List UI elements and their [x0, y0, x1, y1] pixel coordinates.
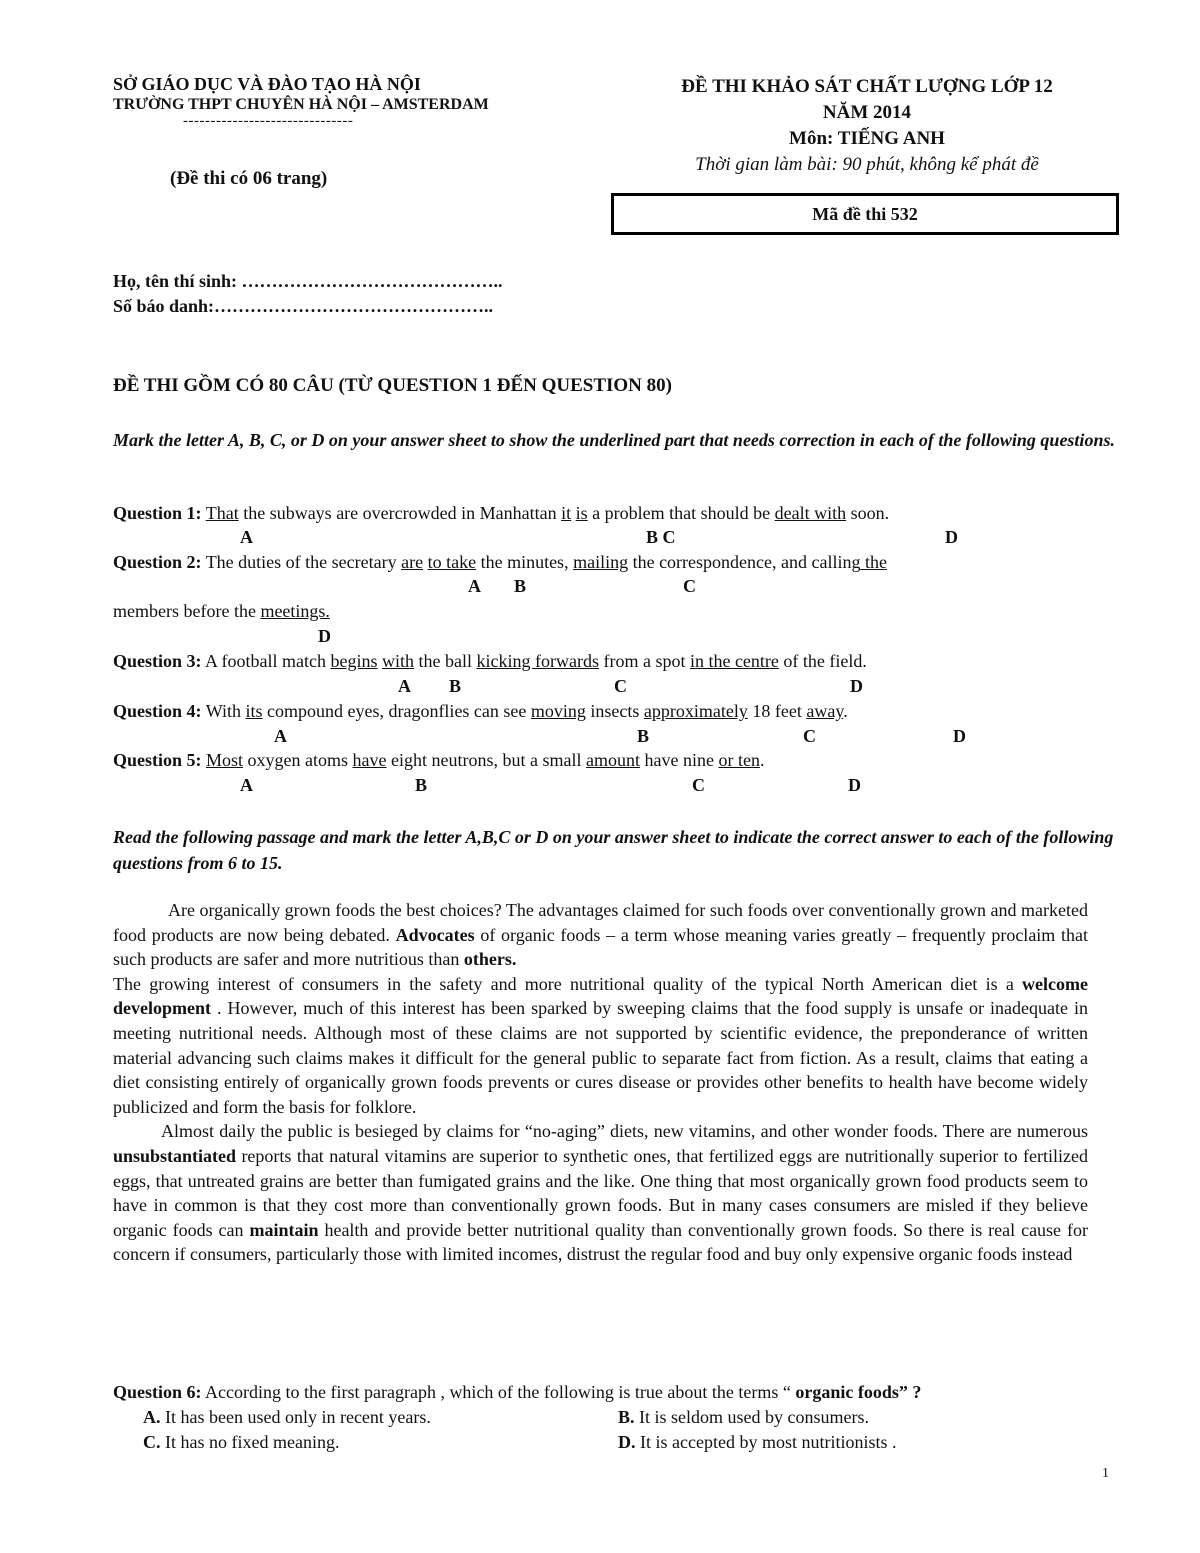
question-2-continued	[113, 601, 330, 622]
question-text: of the field.	[778, 651, 867, 671]
passage-paragraph-3	[113, 1119, 1088, 1267]
q3-letter-d: D	[850, 676, 863, 696]
q1-letter-d: D	[945, 527, 958, 547]
q2-letter-a: A	[468, 576, 481, 596]
instruction-error-identification: Mark the letter A, B, C, or D on your answer sheet to show the underlined part that needs correction in each of the following questions.	[113, 430, 1115, 450]
option-text: It has been used only in recent years.	[160, 1407, 431, 1427]
q1-letter-bc: B C	[646, 527, 676, 547]
q2-option-a: are	[401, 552, 424, 572]
q4-letter-a: A	[274, 726, 287, 746]
q4-option-d: away	[806, 701, 844, 721]
question-6	[113, 1382, 921, 1403]
passage-text: Almost daily the public is besieged by claims for “no-aging” diets, new vitamins, and other wonder foods. There are numerous	[161, 1121, 1088, 1142]
question-label: Question 2:	[113, 552, 202, 572]
question-text: .	[843, 701, 848, 721]
school-name: TRƯỜNG THPT CHUYÊN HÀ NỘI – AMSTERDAM	[113, 96, 489, 113]
passage-text: Are organically grown foods the best choices? The advantages claimed for such foods over conventionally grown and marketed food products are now being debated.	[113, 900, 1088, 945]
q3-letter-a: A	[398, 676, 411, 696]
reading-passage	[113, 898, 1088, 1267]
question-label: Question 1:	[113, 503, 202, 523]
q2-letter-b: B	[514, 576, 527, 596]
question-text: eight neutrons, but a small	[386, 750, 586, 770]
department-name: SỞ GIÁO DỤC VÀ ĐÀO TẠO HÀ NỘI	[113, 74, 421, 94]
exam-time: Thời gian làm bài: 90 phút, không kể phát đề	[695, 154, 1039, 175]
question-text: from a spot	[598, 651, 690, 671]
question-text: ” ?	[898, 1382, 922, 1402]
q4-option-c: approximately	[643, 701, 748, 721]
question-text: .	[759, 750, 765, 770]
q4-letter-b: B	[637, 726, 650, 746]
q3-option-b: with	[382, 651, 415, 671]
option-text: It is seldom used by consumers.	[634, 1407, 869, 1427]
highlighted-word-unsubstantiated: unsubstantiated	[113, 1145, 237, 1166]
q4-letter-c: C	[803, 726, 816, 746]
q5-option-c: amount	[585, 750, 640, 770]
question-text: the ball	[414, 651, 477, 671]
highlighted-word-maintain: maintain	[249, 1219, 319, 1240]
question-term: organic foods	[795, 1382, 899, 1402]
q1-option-c: is	[575, 503, 588, 523]
q6-option-b[interactable]	[618, 1407, 869, 1428]
page-number: 1	[1102, 1466, 1109, 1481]
candidate-name-label: Họ, tên thí sinh: ……………………………………..	[113, 271, 503, 291]
passage-text: . However, much of this interest has been sparked by sweeping claims that the food supply is unsafe or inadequate in meeting nutritional needs. Although most of these claims are not supported by scientific evidence, the preponderance of written material advancing such claims makes it difficult for the general public to separate fact from fiction. As a result, claims that eating a diet consisting entirely of organically grown foods prevents or cures disease or provides other benefits to health have become widely publicized and form the basis for folklore.	[113, 998, 1088, 1117]
passage-paragraph-2	[113, 972, 1088, 1120]
passage-paragraph-1	[113, 898, 1088, 972]
question-text: compound eyes, dragonflies can see	[262, 701, 531, 721]
q4-option-b: moving	[530, 701, 586, 721]
question-text: the subways are overcrowded in Manhattan	[238, 503, 562, 523]
q3-letter-b: B	[449, 676, 462, 696]
highlighted-word-others: others.	[463, 949, 517, 970]
question-text: oxygen atoms	[243, 750, 353, 770]
question-4	[113, 701, 848, 722]
question-text: the minutes,	[476, 552, 574, 572]
pages-note: (Đề thi có 06 trang)	[170, 168, 328, 189]
question-text: The duties of the secretary	[201, 552, 402, 572]
instruction-reading-passage: Read the following passage and mark the letter A,B,C or D on your answer sheet to indicate the correct answer to each of the following questions from 6 to 15.	[113, 827, 1114, 873]
passage-text: The growing interest of consumers in the safety and more nutritional quality of the typical North American diet is a	[113, 973, 1023, 994]
q2-letter-c: C	[683, 576, 696, 596]
passage-text: health and provide better nutritional quality than conventionally grown foods. So there is real cause for concern if consumers, particularly those with limited incomes, distrust the regular food and buy only expensive organic foods instead	[113, 1219, 1088, 1265]
question-text: the	[860, 552, 887, 572]
section-title: ĐỀ THI GỒM CÓ 80 CÂU (TỪ QUESTION 1 ĐẾN QUESTION 80)	[113, 375, 672, 396]
question-text: insects	[585, 701, 644, 721]
question-text: a problem that should be	[587, 503, 775, 523]
q3-option-c: kicking forwards	[476, 651, 599, 671]
q5-option-a: Most	[206, 750, 244, 770]
question-1	[113, 503, 889, 524]
highlighted-phrase-welcome-development: welcome development	[113, 973, 1088, 1019]
question-3	[113, 651, 867, 672]
q5-letter-a: A	[240, 775, 253, 795]
exam-code-box	[611, 193, 1119, 235]
q1-letter-a: A	[240, 527, 253, 547]
q6-option-c[interactable]	[143, 1432, 339, 1453]
question-label: Question 4:	[113, 701, 202, 721]
q5-option-b: have	[352, 750, 387, 770]
question-label: Question 5:	[113, 750, 202, 770]
exam-subject: Môn: TIẾNG ANH	[789, 128, 945, 149]
option-letter: D.	[618, 1432, 636, 1452]
question-5	[113, 750, 764, 771]
option-letter: B.	[618, 1407, 635, 1427]
question-text: With	[201, 701, 246, 721]
highlighted-word-advocates: Advocates	[395, 924, 475, 945]
question-label: Question 6:	[113, 1382, 202, 1402]
header-divider: -------------------------------	[183, 113, 354, 129]
q6-option-d[interactable]	[618, 1432, 896, 1453]
passage-text: of organic foods – a term whose meaning varies greatly – frequently proclaim that such products are safer and more nutritious than	[113, 924, 1089, 970]
q6-option-a[interactable]	[143, 1407, 431, 1428]
question-text: the correspondence, and calling	[628, 552, 861, 572]
question-text: A football match	[201, 651, 331, 671]
q5-letter-d: D	[848, 775, 861, 795]
q4-letter-d: D	[953, 726, 966, 746]
q4-option-a: its	[245, 701, 263, 721]
candidate-id-label: Số báo danh:………………………………………..	[113, 296, 494, 316]
q5-letter-c: C	[692, 775, 705, 795]
question-text: According to the first paragraph , which of the following is true about the terms “	[201, 1382, 796, 1402]
q1-option-b: it	[561, 503, 572, 523]
q5-letter-b: B	[415, 775, 428, 795]
q1-option-d: dealt with	[774, 503, 847, 523]
question-text: members before the	[113, 601, 261, 621]
question-label: Question 3:	[113, 651, 202, 671]
option-text: It has no fixed meaning.	[160, 1432, 340, 1452]
exam-code: Mã đề thi 532	[812, 204, 918, 224]
q1-option-a: That	[205, 503, 239, 523]
option-text: It is accepted by most nutritionists .	[635, 1432, 897, 1452]
q3-option-a: begins	[330, 651, 378, 671]
q2-letter-d: D	[318, 626, 331, 646]
q5-option-d: or ten	[718, 750, 760, 770]
passage-text: reports that natural vitamins are superior to synthetic ones, that fertilized eggs are nutritionally superior to fertilized eggs, that untreated grains are better than fumigated grains and the like. One thing that most organically grown food products seem to have in common is that they cost more than conventionally grown foods. But in many cases consumers are misled if they believe organic foods can	[113, 1145, 1088, 1240]
question-text: soon.	[846, 503, 890, 523]
q2-option-c: mailing	[573, 552, 629, 572]
q3-letter-c: C	[614, 676, 627, 696]
exam-year: NĂM 2014	[822, 102, 912, 123]
option-letter: A.	[143, 1407, 161, 1427]
q2-option-d: meetings.	[260, 601, 330, 621]
question-text: 18 feet	[747, 701, 807, 721]
question-text: have nine	[639, 750, 719, 770]
q2-option-b: to take	[427, 552, 477, 572]
exam-title: ĐỀ THI KHẢO SÁT CHẤT LƯỢNG LỚP 12	[681, 76, 1053, 97]
option-letter: C.	[143, 1432, 161, 1452]
q3-option-d: in the centre	[689, 651, 779, 671]
question-2	[113, 552, 887, 573]
